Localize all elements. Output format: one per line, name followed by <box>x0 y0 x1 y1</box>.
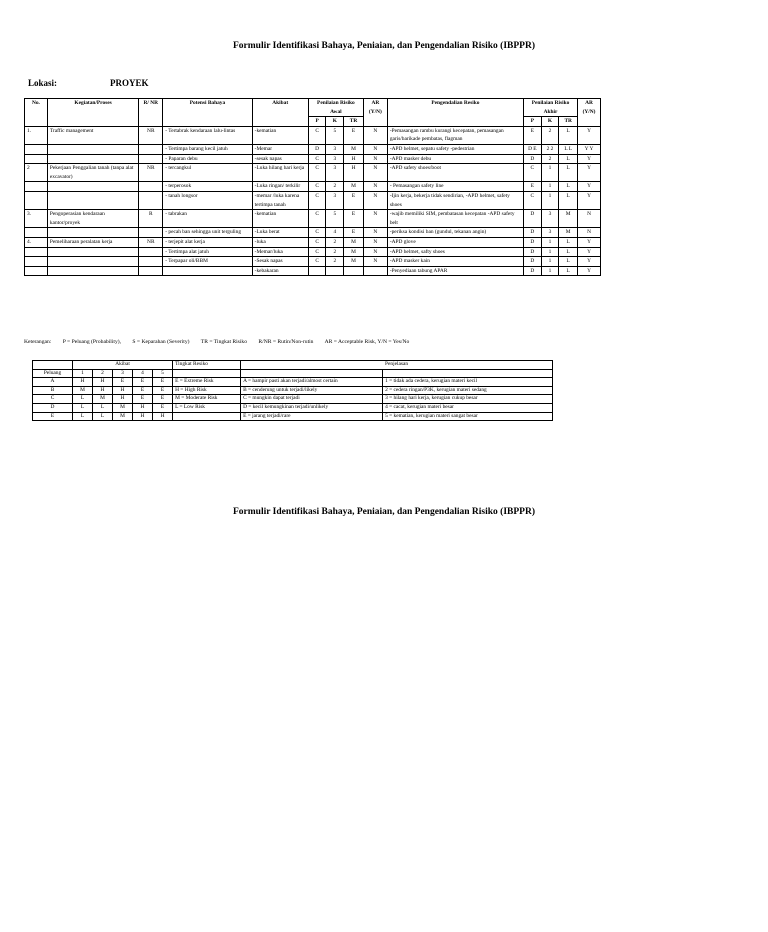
cell-kontrol: -wajib memiliki SIM, pembatasan kecepatan -APD safety belt <box>387 210 523 228</box>
legend-matrix-cell: H <box>93 378 113 387</box>
cell-ar2: Y <box>578 266 601 276</box>
cell-akibat: -luka <box>252 237 308 247</box>
cell-k: 5 <box>326 126 344 144</box>
cell-p: C <box>308 154 326 164</box>
cell-p2: D <box>524 247 542 257</box>
legend-matrix-cell: M <box>113 403 133 412</box>
cell-no: 3. <box>25 210 48 228</box>
cell-akibat: -kebakaran <box>252 266 308 276</box>
header-kegiatan: Kegiatan/Proses <box>47 99 138 127</box>
cell-potensi: - Paparan debu <box>163 154 252 164</box>
lokasi <box>28 78 149 88</box>
table-row <box>25 247 601 257</box>
legend-matrix-cell: M <box>113 412 133 421</box>
cell-ar: N <box>363 182 387 192</box>
legend-matrix-cell: M <box>93 395 113 404</box>
cell-ar2: Y <box>578 182 601 192</box>
cell-kegiatan <box>47 144 138 154</box>
cell-k: 3 <box>326 191 344 209</box>
legend-peluang-item: E = jarang terjadi/rare <box>241 412 383 421</box>
cell-rnr: NR <box>139 164 163 182</box>
table-row <box>25 228 601 238</box>
cell-kontrol: -APD helmet, sepatu safety -pedestrian <box>387 144 523 154</box>
cell-no <box>25 228 48 238</box>
page-title: Formulir Identifikasi Bahaya, Peniaian, dan Pengendalian Risiko (IBPPR) <box>232 41 536 51</box>
header-no: No. <box>25 99 48 127</box>
cell-tr2: L <box>559 126 578 144</box>
cell-potensi: - Tertimpa barang kecil jatuh <box>163 144 252 154</box>
cell-p2: D <box>524 228 542 238</box>
cell-tr2: L <box>559 247 578 257</box>
cell-potensi: - Terpapar oli/BBM <box>163 257 252 267</box>
header-awal: Penilaian Risiko Awal <box>308 99 363 117</box>
legend-matrix-cell: H <box>133 412 153 421</box>
legend-row-label: E <box>33 412 73 421</box>
cell-kontrol: -APD safety shoes/boot <box>387 164 523 182</box>
risk-matrix-legend <box>32 360 553 421</box>
cell-akibat: -Luka hilang hari kerja <box>252 164 308 182</box>
keterangan-p: P = Peluang (Probability), <box>62 339 122 345</box>
risk-table <box>24 98 601 276</box>
table-row <box>25 257 601 267</box>
legend-matrix-cell: L <box>73 403 93 412</box>
cell-akibat: -Sesak napas <box>252 257 308 267</box>
cell-tr2: L <box>559 257 578 267</box>
cell-rnr: R <box>139 210 163 228</box>
cell-potensi: - terjepit alat kerja <box>163 237 252 247</box>
cell-kegiatan: Pekerjaan Penggalian tanah (tanpa alat excavator) <box>47 164 138 182</box>
cell-p: C <box>308 237 326 247</box>
cell-k2: 1 <box>541 247 559 257</box>
cell-k2: 1 <box>541 257 559 267</box>
legend-row-label: C <box>33 395 73 404</box>
cell-potensi <box>163 266 252 276</box>
keterangan-tr: TR = Tingkat Risiko <box>200 339 248 345</box>
cell-p: C <box>308 164 326 182</box>
cell-tr: M <box>344 237 364 247</box>
cell-no <box>25 144 48 154</box>
cell-akibat: -kematian <box>252 210 308 228</box>
cell-no: 1. <box>25 126 48 144</box>
keterangan-label: Keterangan: <box>24 339 52 345</box>
legend-tingkat-item: E = Extreme Risk <box>173 378 241 387</box>
legend-matrix-cell: H <box>113 386 133 395</box>
cell-rnr <box>139 266 163 276</box>
cell-p: C <box>308 210 326 228</box>
cell-kontrol: -Penyediaan tabung APAR <box>387 266 523 276</box>
lokasi-label: Lokasi: <box>28 78 58 88</box>
legend-col-2: 2 <box>93 369 113 378</box>
cell-tr2: L <box>559 164 578 182</box>
cell-no: 4. <box>25 237 48 247</box>
cell-kontrol: -Pemasangan rambu kurangi kecepatan, pemasangan garis/barikade pembatas, flagman <box>387 126 523 144</box>
cell-p: C <box>308 126 326 144</box>
legend-peluang-item: C = mungkin dapat terjadi <box>241 395 383 404</box>
cell-ar: N <box>363 237 387 247</box>
cell-p: C <box>308 182 326 192</box>
cell-k: 2 <box>326 237 344 247</box>
cell-no <box>25 266 48 276</box>
cell-k: 2 <box>326 257 344 267</box>
legend-tingkat-item: H = High Risk <box>173 386 241 395</box>
legend-peluang-item: B = cenderung untuk terjadi/likely <box>241 386 383 395</box>
table-row <box>25 126 601 144</box>
cell-kontrol: -APD helmet, safty shoes <box>387 247 523 257</box>
legend-tingkat-item: M = Moderate Risk <box>173 395 241 404</box>
cell-akibat: -Memar <box>252 144 308 154</box>
cell-kegiatan <box>47 228 138 238</box>
cell-k: 5 <box>326 210 344 228</box>
header-p2: P <box>524 117 542 127</box>
cell-k: 2 <box>326 182 344 192</box>
cell-k2: 2 <box>541 126 559 144</box>
header-ar: AR (Y/N) <box>363 99 387 127</box>
cell-akibat: -Luka berat <box>252 228 308 238</box>
cell-p: C <box>308 257 326 267</box>
cell-ar2: Y <box>578 257 601 267</box>
legend-matrix-cell: E <box>133 378 153 387</box>
cell-kegiatan <box>47 191 138 209</box>
cell-tr2: L <box>559 237 578 247</box>
header-ar2: AR (Y/N) <box>578 99 601 127</box>
cell-p: C <box>308 247 326 257</box>
cell-k2: 3 <box>541 210 559 228</box>
legend-matrix-cell: H <box>73 378 93 387</box>
cell-potensi: - tabrakan <box>163 210 252 228</box>
cell-tr: M <box>344 182 364 192</box>
cell-ar2: Y <box>578 247 601 257</box>
cell-p2: D E <box>524 144 542 154</box>
lokasi-value: PROYEK <box>110 78 149 88</box>
cell-potensi: - Tertabrak kendaraan lalu-lintas <box>163 126 252 144</box>
header-akhir: Penilaian Risiko Akhir <box>524 99 578 117</box>
legend-matrix-cell: L <box>73 395 93 404</box>
cell-akibat: -memar /luka karena tertimpa tanah <box>252 191 308 209</box>
cell-kontrol: - Pemasangan safety line <box>387 182 523 192</box>
cell-k: 4 <box>326 228 344 238</box>
legend-row-label: B <box>33 386 73 395</box>
legend-matrix-cell: H <box>93 386 113 395</box>
cell-k2: 2 <box>541 154 559 164</box>
cell-p2: C <box>524 164 542 182</box>
cell-p2: D <box>524 237 542 247</box>
cell-p: C <box>308 228 326 238</box>
header-akibat: Akibat <box>252 99 308 127</box>
cell-tr2: L L <box>559 144 578 154</box>
page-title-2: Formulir Identifikasi Bahaya, Peniaian, dan Pengendalian Risiko (IBPPR) <box>232 507 536 517</box>
legend-peluang: Peluang <box>33 369 73 378</box>
cell-ar2: Y <box>578 191 601 209</box>
cell-k <box>326 266 344 276</box>
cell-tr2: L <box>559 154 578 164</box>
cell-ar: N <box>363 164 387 182</box>
header-rnr: R/ NR <box>139 99 163 127</box>
legend-col-4: 4 <box>133 369 153 378</box>
cell-akibat: -Memar/luka <box>252 247 308 257</box>
cell-k: 3 <box>326 144 344 154</box>
legend-matrix-cell: H <box>153 412 173 421</box>
cell-potensi: - terperosok <box>163 182 252 192</box>
legend-akibat-item: 3 = hilang hari kerja, kerugian cukup besar <box>383 395 553 404</box>
legend-col-3: 3 <box>113 369 133 378</box>
keterangan <box>24 339 419 345</box>
legend-peluang-item: D = kecil kemungkinan terjadi/unlikely <box>241 403 383 412</box>
cell-tr: M <box>344 144 364 154</box>
table-row <box>25 164 601 182</box>
cell-tr: H <box>344 164 364 182</box>
cell-ar <box>363 266 387 276</box>
cell-potensi: - pecah ban sehingga unit terguling <box>163 228 252 238</box>
legend-akibat: Akibat <box>73 361 173 370</box>
cell-p2: D <box>524 210 542 228</box>
cell-kegiatan: Traffic management <box>47 126 138 144</box>
cell-kegiatan: Pemeliharaan peralatan kerja <box>47 237 138 247</box>
cell-ar: N <box>363 191 387 209</box>
cell-ar2: Y Y <box>578 144 601 154</box>
cell-k2: 3 <box>541 228 559 238</box>
cell-p: C <box>308 191 326 209</box>
cell-tr: E <box>344 228 364 238</box>
cell-p <box>308 266 326 276</box>
header-p: P <box>308 117 326 127</box>
legend-akibat-item: 4 = cacat, kerugian materi besar <box>383 403 553 412</box>
cell-rnr <box>139 182 163 192</box>
legend-matrix-cell: E <box>153 395 173 404</box>
cell-tr: E <box>344 210 364 228</box>
cell-rnr <box>139 144 163 154</box>
cell-k2: 1 <box>541 191 559 209</box>
table-row <box>25 266 601 276</box>
cell-ar2: Y <box>578 154 601 164</box>
cell-rnr <box>139 247 163 257</box>
legend-row <box>33 378 553 387</box>
cell-tr2: L <box>559 266 578 276</box>
legend-row-label: D <box>33 403 73 412</box>
cell-no <box>25 182 48 192</box>
cell-no: 2 <box>25 164 48 182</box>
legend-matrix-cell: L <box>93 403 113 412</box>
cell-k2: 1 <box>541 266 559 276</box>
cell-no <box>25 247 48 257</box>
cell-p2: E <box>524 126 542 144</box>
header-tr2: TR <box>559 117 578 127</box>
cell-akibat: -kematian <box>252 126 308 144</box>
cell-rnr: NR <box>139 237 163 247</box>
legend-akibat-item: 5 = kematian, kerugian materi sangat besar <box>383 412 553 421</box>
keterangan-rnr: R/NR = Rutin/Non-rutin <box>258 339 314 345</box>
header-k: K <box>326 117 344 127</box>
legend-matrix-cell: M <box>73 386 93 395</box>
cell-tr: H <box>344 154 364 164</box>
cell-tr2: L <box>559 182 578 192</box>
legend-tingkat-item <box>173 412 241 421</box>
cell-no <box>25 191 48 209</box>
legend-akibat-item: 1 = tidak ada cedera, kerugian materi kecil <box>383 378 553 387</box>
legend-row <box>33 412 553 421</box>
keterangan-s: S = Keparahan (Severity) <box>132 339 190 345</box>
cell-ar: N <box>363 144 387 154</box>
cell-no <box>25 154 48 164</box>
header-k2: K <box>541 117 559 127</box>
cell-p2: E <box>524 182 542 192</box>
table-row <box>25 191 601 209</box>
cell-ar: N <box>363 228 387 238</box>
cell-ar2: N <box>578 228 601 238</box>
cell-k: 2 <box>326 247 344 257</box>
legend-akibat-item: 2 = cedera ringan/P3K, kerugian materi sedang <box>383 386 553 395</box>
cell-ar: N <box>363 154 387 164</box>
cell-ar2: Y <box>578 164 601 182</box>
cell-ar: N <box>363 257 387 267</box>
cell-p2: D <box>524 154 542 164</box>
table-row <box>25 237 601 247</box>
cell-k2: 1 <box>541 237 559 247</box>
legend-matrix-cell: E <box>133 386 153 395</box>
legend-matrix-cell: E <box>153 386 173 395</box>
cell-p: D <box>308 144 326 154</box>
legend-matrix-cell: H <box>133 403 153 412</box>
legend-matrix-cell: E <box>153 403 173 412</box>
cell-kegiatan <box>47 247 138 257</box>
cell-tr <box>344 266 364 276</box>
cell-kegiatan <box>47 182 138 192</box>
legend-matrix-cell: L <box>73 412 93 421</box>
header-pengendalian: Pengendalian Resiko <box>387 99 523 127</box>
cell-rnr <box>139 228 163 238</box>
cell-kegiatan: Pengoperasian kendaraan kantor/proyek <box>47 210 138 228</box>
legend-tingkat: Tingkat Resiko <box>173 361 241 370</box>
legend-matrix-cell: E <box>113 378 133 387</box>
cell-kontrol: -periksa kondisi ban (gundul, tekanan angin) <box>387 228 523 238</box>
cell-k2: 1 <box>541 164 559 182</box>
legend-row-label: A <box>33 378 73 387</box>
cell-kontrol: -APD masker debu <box>387 154 523 164</box>
legend-col-5: 5 <box>153 369 173 378</box>
cell-kegiatan <box>47 154 138 164</box>
legend-row <box>33 386 553 395</box>
table-row <box>25 154 601 164</box>
cell-tr: E <box>344 126 364 144</box>
legend-penjelasan: Penjelasan <box>241 361 553 370</box>
cell-p2: D <box>524 257 542 267</box>
table-row <box>25 144 601 154</box>
cell-rnr <box>139 191 163 209</box>
cell-ar2: N <box>578 210 601 228</box>
cell-k2: 2 2 <box>541 144 559 154</box>
table-row <box>25 210 601 228</box>
legend-col-1: 1 <box>73 369 93 378</box>
keterangan-ar: AR = Acceptable Risk, Y/N = Yes/No <box>324 339 410 345</box>
cell-rnr <box>139 257 163 267</box>
legend-peluang-item: A = hampir pasti akan terjadi/almost certain <box>241 378 383 387</box>
cell-kontrol: -Ijin kerja, bekerja tidak sendirian, -APD helmet, safety shoes <box>387 191 523 209</box>
legend-tingkat-item: L = Low Risk <box>173 403 241 412</box>
cell-tr2: L <box>559 191 578 209</box>
cell-no <box>25 257 48 267</box>
cell-k: 3 <box>326 154 344 164</box>
cell-ar2: Y <box>578 126 601 144</box>
legend-matrix-cell: E <box>133 395 153 404</box>
legend-matrix-cell: H <box>113 395 133 404</box>
cell-kegiatan <box>47 257 138 267</box>
cell-kegiatan <box>47 266 138 276</box>
cell-tr: M <box>344 247 364 257</box>
cell-potensi: - tanah longsor <box>163 191 252 209</box>
cell-k2: 1 <box>541 182 559 192</box>
cell-p2: D <box>524 266 542 276</box>
legend-matrix-cell: E <box>153 378 173 387</box>
cell-rnr: NR <box>139 126 163 144</box>
cell-k: 3 <box>326 164 344 182</box>
cell-kontrol: -APD masker kain <box>387 257 523 267</box>
cell-akibat: -sesak napas <box>252 154 308 164</box>
legend-matrix-cell: L <box>93 412 113 421</box>
cell-kontrol: -APD glove <box>387 237 523 247</box>
cell-p2: C <box>524 191 542 209</box>
table-row <box>25 182 601 192</box>
legend-row <box>33 403 553 412</box>
header-potensi: Potensi Bahaya <box>163 99 252 127</box>
cell-potensi: - Tertimpa alat jatuh <box>163 247 252 257</box>
cell-tr2: M <box>559 228 578 238</box>
cell-ar: N <box>363 210 387 228</box>
cell-rnr <box>139 154 163 164</box>
cell-potensi: - tercangkul <box>163 164 252 182</box>
header-tr: TR <box>344 117 364 127</box>
cell-ar2: Y <box>578 237 601 247</box>
legend-row <box>33 395 553 404</box>
cell-akibat: -Luka ringan/ terkilir <box>252 182 308 192</box>
cell-ar: N <box>363 126 387 144</box>
cell-tr: E <box>344 191 364 209</box>
cell-ar: N <box>363 247 387 257</box>
cell-tr2: M <box>559 210 578 228</box>
cell-tr: M <box>344 257 364 267</box>
